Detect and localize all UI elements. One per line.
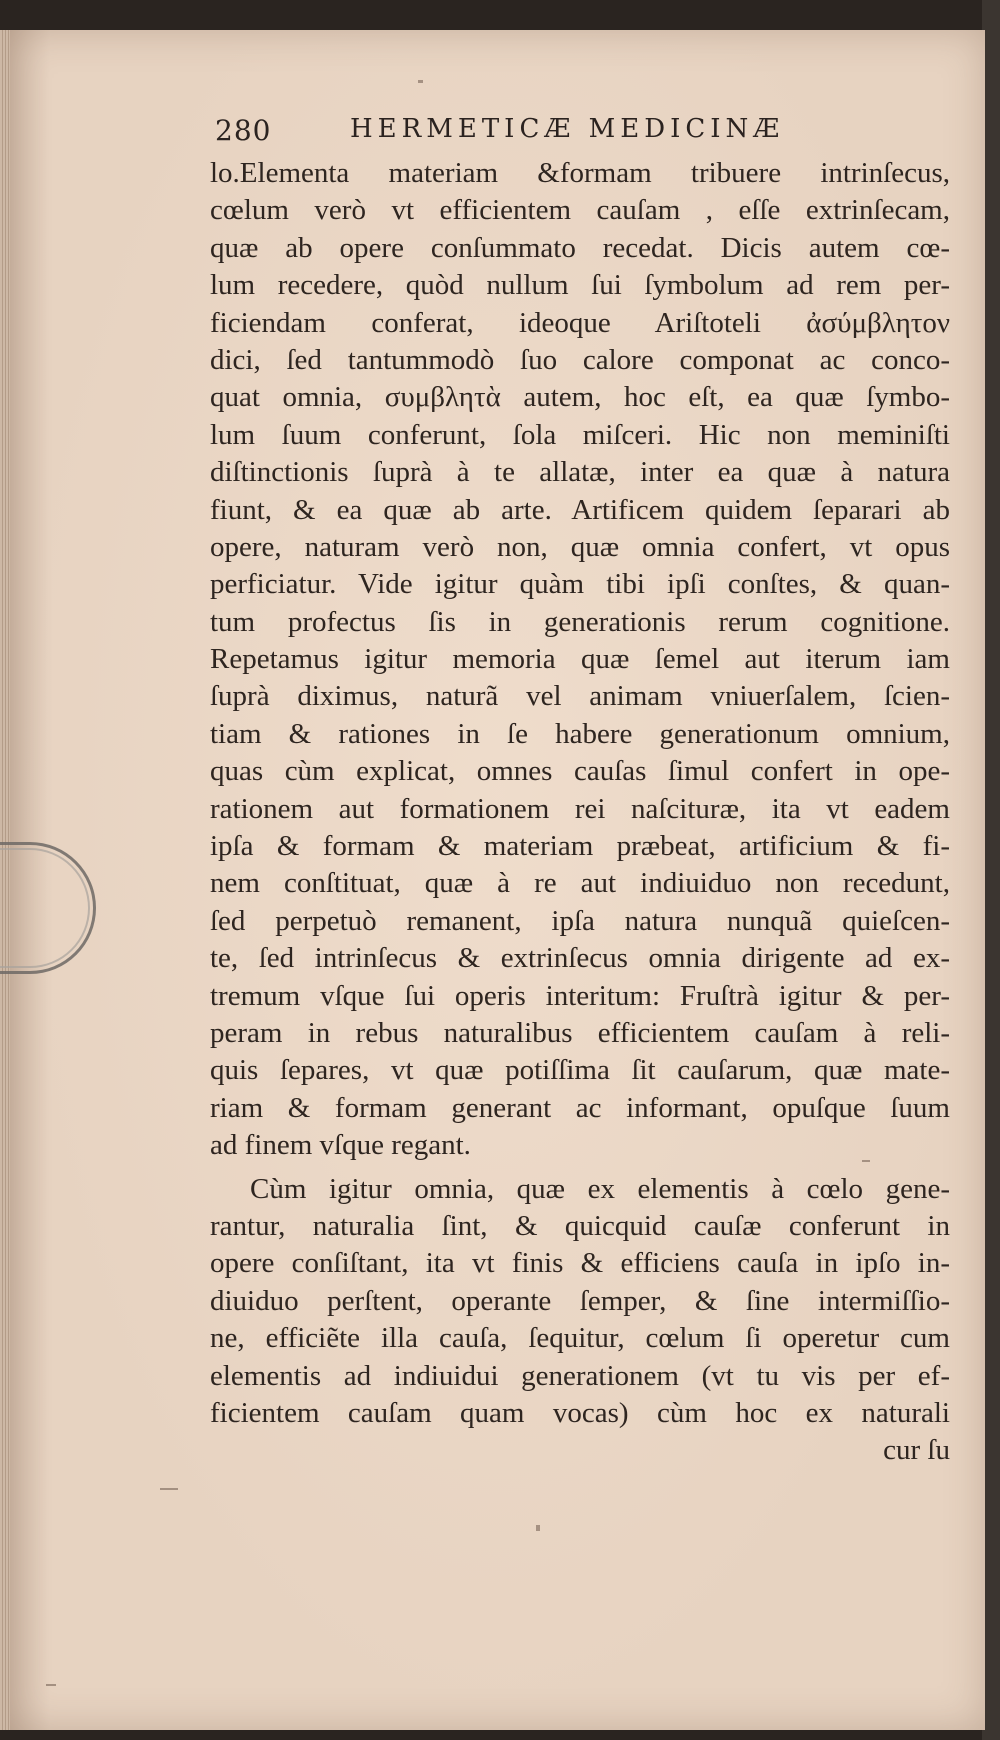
text-line: peram in rebus naturalibus efficientem cauſam à reli- [210,1016,950,1049]
text-line: ne, efficiẽte illa cauſa, ſequitur, cœlum ſi operetur cum [210,1322,950,1355]
text-line: ficiendam conferat, ideoque Ariſtoteli ἀσύμβλητον [210,306,950,339]
text-line: dici, ſed tantummodò ſuo calore componat ac conco- [210,343,950,376]
text-line: quæ ab opere conſummato recedat. Dicis autem cœ- [210,231,950,264]
text-line: opere conſiſtant, ita vt finis & efficiens cauſa in ipſo in- [210,1247,950,1280]
paper-speck [160,1488,178,1490]
text-line: ficientem cauſam quam vocas) cùm hoc ex naturali [210,1396,950,1429]
paragraph-2 [210,1171,950,1433]
text-line: lum recedere, quòd nullum ſui ſymbolum ad rem per- [210,269,950,302]
text-line: ad finem vſque regant. [210,1129,471,1162]
text-line: Repetamus igitur memoria quæ ſemel aut iterum iam [210,643,950,676]
text-line: elementis ad indiuidui generationem (vt tu vis per ef- [210,1359,950,1392]
paper-speck [536,1525,540,1531]
catchword: cur ſu [883,1434,950,1467]
text-line: quis ſepares, vt quæ potiſſima ſit cauſarum, quæ mate- [210,1054,950,1087]
paragraph-1 [210,155,950,1165]
text-line: perficiatur. Vide igitur quàm tibi ipſi conſtes, & quan- [210,568,950,601]
text-line: opere, naturam verò non, quæ omnia confert, vt opus [210,530,950,563]
text-line: riam & formam generant ac informant, opuſque ſuum [210,1091,950,1124]
page-header [215,108,835,152]
text-line: nem conſtituat, quæ à re aut indiuiduo non recedunt, [210,867,950,900]
text-line: fiunt, & ea quæ ab arte. Artificem quidem ſeparari ab [210,493,950,526]
text-line: rantur, naturalia ſint, & quicquid cauſæ conferunt in [210,1209,950,1242]
paper-speck [46,1684,56,1686]
text-line: Cùm igitur omnia, quæ ex elementis à cœlo gene- [250,1172,950,1205]
text-line: quat omnia, συμβλητὰ autem, hoc eſt, ea quæ ſymbo- [210,381,950,414]
text-line: tum profectus ſis in generationis rerum cognitione. [210,605,950,638]
text-line: ipſa & formam & materiam præbeat, artificium & fi- [210,830,950,863]
paper-speck [418,80,423,83]
text-line: ſuprà diximus, naturã vel animam vniuerſalem, ſcien- [210,680,950,713]
text-line: lo.Elementa materiam &formam tribuere intrinſecus, [210,157,950,189]
text-line: ſed perpetuò remanent, ipſa natura nunquã quieſcen- [210,904,950,937]
text-line: lum ſuum conferunt, ſola miſceri. Hic non meminiſti [210,418,950,451]
text-line: diſtinctionis ſuprà à te allatæ, inter ea quæ à natura [210,456,950,489]
paper-speck [862,1160,870,1162]
text-line: rationem aut formationem rei naſcituræ, ita vt eadem [210,792,950,825]
page-number: 280 [215,114,272,147]
running-head: HERMETICÆ MEDICINÆ [350,114,785,144]
text-line: diuiduo perſtent, operante ſemper, & ſine intermiſſio- [210,1284,950,1317]
text-line: tremum vſque ſui operis interitum: Fruſtrà igitur & per- [210,979,950,1012]
text-line: cœlum verò vt efficientem cauſam , eſſe extrinſecam, [210,194,950,227]
text-line: tiam & rationes in ſe habere generationum omnium, [210,717,950,750]
text-line: quas cùm explicat, omnes cauſas ſimul confert in ope- [210,755,950,788]
body-text [210,155,950,1470]
text-line: te, ſed intrinſecus & extrinſecus omnia dirigente ad ex- [210,942,950,975]
